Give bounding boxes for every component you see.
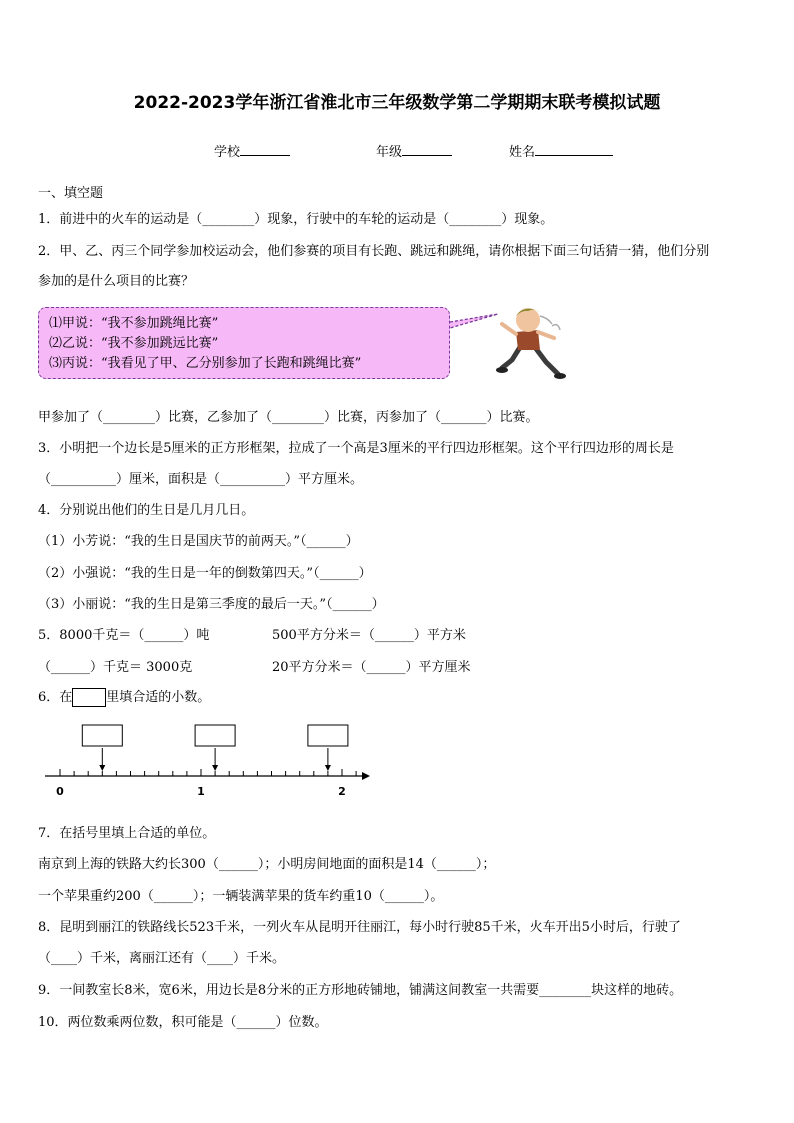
axis-arrowhead [362,772,370,780]
answer-box-2 [195,725,235,746]
question-7-line-2: 一个苹果重约200（______）；一辆装满苹果的货车约重10（______）。 [38,889,444,904]
school-blank[interactable] [240,143,290,156]
tick-label-1: 1 [197,785,205,798]
tick-label-0: 0 [56,785,64,798]
grade-blank[interactable] [402,143,452,156]
question-2-line-2: 参加的是什么项目的比赛？ [38,274,195,289]
grade-field [376,141,452,160]
question-9: 9．一间教室长8米，宽6米，用边长是8分米的正方形地砖铺地，铺满这间教室一共需要________块这样的地砖。 [38,983,683,998]
question-6-prefix: 6．在 [38,690,73,705]
name-blank[interactable] [535,143,613,156]
question-4-2: （2）小强说：“我的生日是一年的倒数第四天。”（______） [38,566,372,581]
question-10: 10．两位数乘两位数，积可能是（______）位数。 [38,1015,328,1030]
question-7: 7．在括号里填上合适的单位。 [38,826,216,841]
answer-box-1 [82,725,122,746]
running-boy-icon [494,302,576,384]
name-label: 姓名 [509,145,536,160]
question-5-c: （______）千克＝ 3000克 [38,660,193,675]
question-3-line-1: 3．小明把一个边长是5厘米的正方形框架，拉成了一个高是3厘米的平行四边形框架。这个平行四边形的周长是 [38,441,674,456]
section-heading: 一、填空题 [38,186,104,201]
answer-box-3 [308,725,348,746]
question-2-line-1: 2．甲、乙、丙三个同学参加校运动会，他们参赛的项目有长跑、跳远和跳绳，请你根据下面三句话猜一猜，他们分别 [38,244,710,259]
question-4-3: （3）小丽说：“我的生日是第三季度的最后一天。”（______） [38,597,385,612]
question-5-b: 500平方分米＝（______）平方米 [272,628,466,643]
question-6-suffix: 里填合适的小数。 [106,690,211,705]
pointer-arrowhead-3 [325,765,331,771]
statement-b: ⑵乙说：“我不参加跳远比赛” [49,336,219,351]
question-7-line-1: 南京到上海的铁路大约长300（______）；小明房间地面的面积是14（______）； [38,857,496,872]
question-4: 4．分别说出他们的生日是几月几日。 [38,503,255,518]
question-6 [38,686,210,707]
question-4-1: （1）小芳说：“我的生日是国庆节的前两天。”（______） [38,534,359,549]
question-5-a: 5．8000千克＝（______）吨 [38,628,210,643]
question-2-answer: 甲参加了（________）比赛，乙参加了（________）比赛，丙参加了（_______）比赛。 [38,410,539,425]
statement-a: ⑴甲说：“我不参加跳绳比赛” [49,316,219,331]
speech-bubble [38,307,450,379]
question-1: 1．前进中的火车的运动是（________）现象，行驶中的车轮的运动是（________）现象。 [38,212,554,227]
school-label: 学校 [214,145,241,160]
tick-label-2: 2 [338,785,346,798]
pointer-arrowhead-1 [99,765,105,771]
question-3-line-2: （__________）厘米，面积是（__________）平方厘米。 [38,472,364,487]
page-title: 2022-2023学年浙江省淮北市三年级数学第二学期期末联考模拟试题 [133,93,661,113]
name-field [509,141,613,160]
statement-c: ⑶丙说：“我看见了甲、乙分别参加了长跑和跳绳比赛” [49,356,362,371]
question-5-d: 20平方分米＝（______）平方厘米 [272,660,471,675]
pointer-arrowhead-2 [212,765,218,771]
question-8-line-2: （____）千米，离丽江还有（____）千米。 [38,951,286,966]
grade-label: 年级 [376,145,403,160]
question-8-line-1: 8．昆明到丽江的铁路线长523千米，一列火车从昆明开往丽江，每小时行驶85千米，火车开出5小时后，行驶了 [38,920,681,935]
answer-box [72,688,106,707]
school-field [214,141,290,160]
number-line [40,720,380,800]
